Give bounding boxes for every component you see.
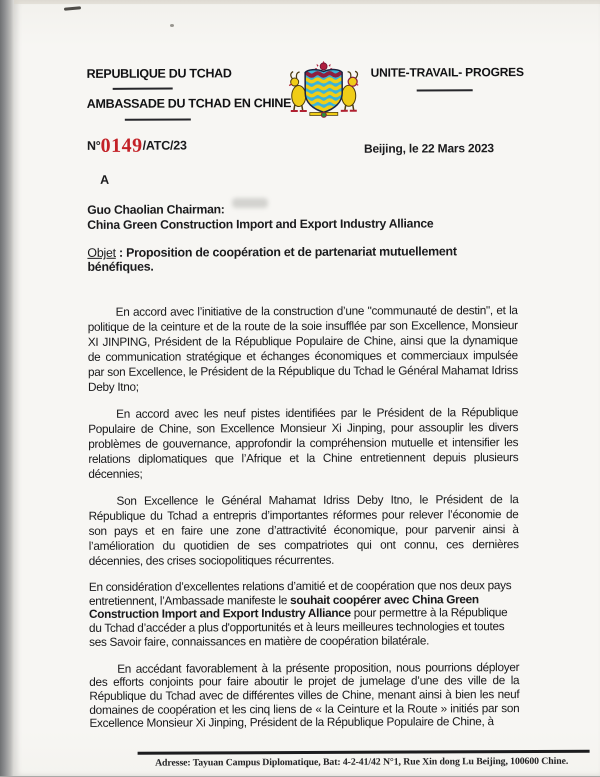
- footer-address: Adresse: Tayuan Campus Diplomatique, Bat: 4-2-41/42 N°1, Rue Xin dong Lu Beijing, 100600 Chine.: [155, 755, 569, 769]
- chad-coat-of-arms-icon: [282, 61, 366, 118]
- paragraph-4-text: pour permettre à la République du Tchad d’accéder a plus d'opportunités et à leurs meilleures technologies et toutes ses Savoir faire, connaissances en matière de coopération bilatérale.: [89, 605, 508, 649]
- paragraph-5: En accédant favorablement à la présente proposition, nous pourrions déployer des efforts conjoints pour faire aboutir le projet de jumelage d’une des ville de la République du Tchad avec de différentes villes de Chine, menant ainsi à bien les neuf domaines de coopération et les cinq liens de « la Ceinture et la Route » initiés par son Excellence Monsieur Xi Jinping, Président de la République Populaire de Chine, à: [89, 659, 520, 731]
- addressee-organization: China Green Construction Import and Export Industry Alliance: [87, 216, 434, 232]
- subject-label: Objet: [87, 245, 116, 260]
- motto-underline: [417, 89, 473, 91]
- paragraph-4-bold-text: souhait coopérer avec China Green Construction Import and Export Industry Alliance: [88, 591, 479, 622]
- goat-supporter: [289, 71, 307, 111]
- paragraph-4: [89, 579, 519, 649]
- subject-separator: :: [115, 245, 127, 260]
- dateline: Beijing, le 22 Mars 2023: [363, 141, 494, 156]
- paragraph-1: En accord avec l’initiative de la construction d’une "communauté de destin", et la politique de la ceinture et de la route de la soie insufflée par son Excellence, Monsieur XI JINPING, Président de la République Populaire de Chine, ainsi que la dynamique de communication stratégique et échanges économiques et commerciaux impulsée par son Excellence, le Président de la République du Tchad le Général Mahamat Idriss Deby Itno;: [87, 303, 518, 394]
- embassy-name: AMBASSADE DU TCHAD EN CHINE: [86, 96, 292, 111]
- letterhead-left: [87, 66, 292, 121]
- addressee-block: [87, 201, 517, 233]
- paragraph-3: Son Excellence le Général Mahamat Idriss Deby Itno, le Président de la République du Tchad a entrepris d’importantes réformes pour relever l’économie de son pays et en faire une zone d’attractivité économique, pour parvenir ainsi à l’amélioration du quotidien de ses compatriotes qui ont connu, ces dernières décennies, des crises sociopolitiques récurrentes.: [88, 492, 519, 568]
- letterhead-right: [371, 65, 524, 92]
- country-name: REPUBLIQUE DU TCHAD: [86, 66, 232, 81]
- paragraph-4-text: En considération d’excellentes relations d’amitié et de coopération que nos deux pays entretiennent, l’Ambassade manifeste le: [88, 578, 512, 608]
- reference-digits: 0149: [100, 134, 143, 157]
- shield: [302, 67, 347, 115]
- paragraph-2: En accord avec les neuf pistes identifiées par le Président de la République Populaire de Chine, son Excellence Monsieur Xi Jinping, pour assouplir les divers problèmes de gouvernance, approfondir la compréhension mutuelle et intensifier les relations diplomatiques que l’Afrique et la Chine entretiennent depuis plusieurs décennies;: [88, 405, 519, 481]
- subject-text: Proposition de coopération et de partenariat mutuellement bénéfiques.: [87, 244, 457, 274]
- lion-supporter: [341, 71, 359, 111]
- national-motto: UNITE-TRAVAIL- PROGRES: [370, 65, 524, 80]
- medal-and-scroll: [310, 112, 338, 117]
- country-underline: [113, 88, 173, 90]
- embassy-underline: [125, 118, 191, 120]
- reference-suffix: /ATC/23: [142, 138, 187, 153]
- subject-line: [87, 244, 517, 274]
- addressee-name: Guo Chaolian Chairman:: [87, 202, 225, 217]
- sun-crest: [315, 61, 333, 70]
- letter-body: [87, 171, 519, 731]
- reference-prefix: N°: [86, 138, 101, 153]
- reference-number: [86, 134, 187, 157]
- footer-rule: [138, 750, 590, 755]
- addressee-marker: A: [100, 172, 110, 187]
